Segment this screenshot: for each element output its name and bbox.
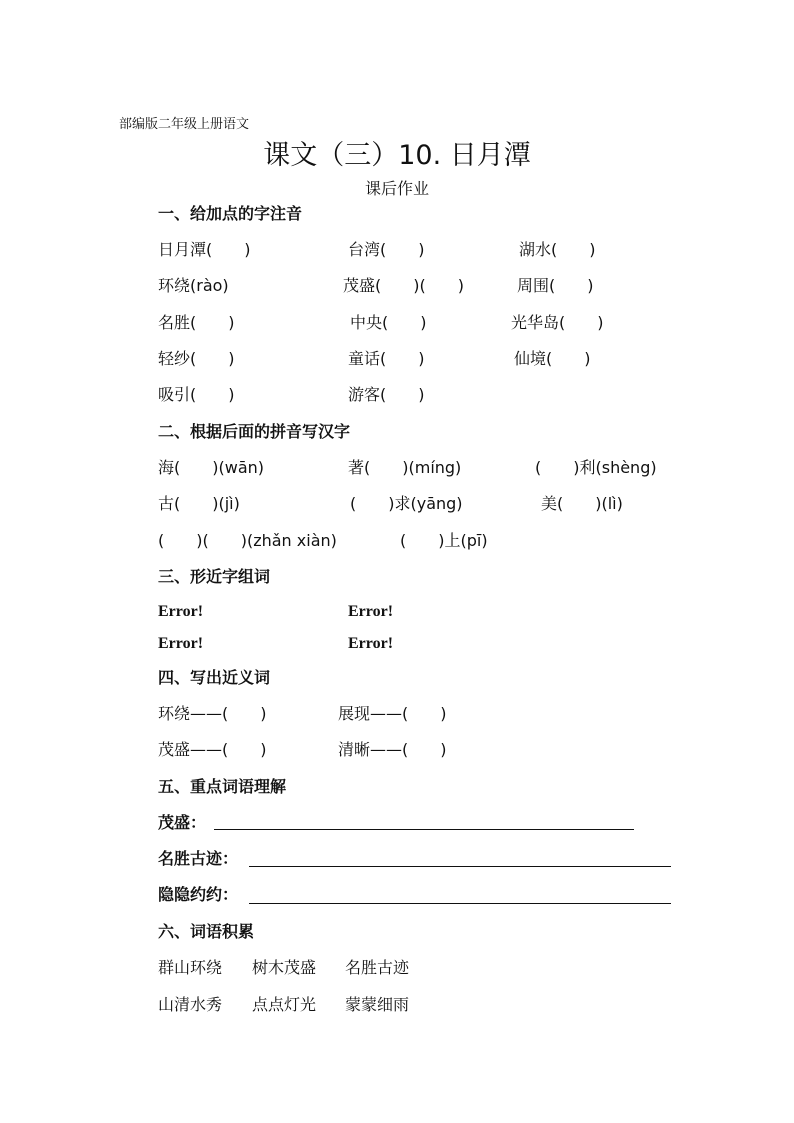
s1-item-zhongyang: 中央( ) xyxy=(350,313,427,332)
s2-item-2: 著( )(míng) xyxy=(348,458,462,477)
s2-item-8: ( )上(pī) xyxy=(400,531,488,550)
s1-item-xiyin: 吸引( ) xyxy=(158,385,235,404)
s5-term-mingshengguji: 名胜古迹： xyxy=(158,849,239,868)
s1-item-qingsha: 轻纱( ) xyxy=(158,349,235,368)
s2-item-5: ( )求(yāng) xyxy=(350,494,463,513)
document-header: 部编版二年级上册语文 xyxy=(119,117,250,132)
s6-phrase-5: 点点灯光 xyxy=(252,995,317,1014)
s1-item-tonghua: 童话( ) xyxy=(348,349,425,368)
s4-item-maosheng: 茂盛——( ) xyxy=(158,740,267,759)
s3-error-2: Error! xyxy=(348,603,394,620)
s1-item-guanghuadao: 光华岛( ) xyxy=(511,313,604,332)
s6-phrase-3: 名胜古迹 xyxy=(345,958,410,977)
s6-phrase-6: 蒙蒙细雨 xyxy=(345,995,410,1014)
section-4-heading: 四、写出近义词 xyxy=(158,668,271,687)
s1-item-huanrao: 环绕(rào) xyxy=(158,276,229,295)
s1-item-youke: 游客( ) xyxy=(348,385,425,404)
s2-item-1: 海( )(wān) xyxy=(158,458,265,477)
s5-term-maosheng: 茂盛： xyxy=(158,813,207,832)
s1-item-hushui: 湖水( ) xyxy=(519,240,596,259)
s2-item-3: ( )利(shèng) xyxy=(535,458,657,477)
s5-answer-line-2 xyxy=(249,866,671,867)
s4-item-qingxi: 清晰——( ) xyxy=(338,740,447,759)
s3-error-4: Error! xyxy=(348,635,394,652)
s1-item-mingsheng: 名胜( ) xyxy=(158,313,235,332)
s2-item-6: 美( )(lì) xyxy=(541,494,623,513)
page-title: 课文（三）10. 日月潭 xyxy=(263,140,531,171)
page-subtitle: 课后作业 xyxy=(364,179,429,198)
s1-item-maosheng: 茂盛( )( ) xyxy=(343,276,464,295)
s6-phrase-4: 山清水秀 xyxy=(158,995,223,1014)
section-5-heading: 五、重点词语理解 xyxy=(158,777,287,796)
section-1-heading: 一、给加点的字注音 xyxy=(158,204,303,223)
s6-phrase-1: 群山环绕 xyxy=(158,958,223,977)
s3-error-3: Error! xyxy=(158,635,204,652)
s4-item-huanrao: 环绕——( ) xyxy=(158,704,267,723)
section-3-heading: 三、形近字组词 xyxy=(158,567,271,586)
section-2-heading: 二、根据后面的拼音写汉字 xyxy=(158,422,351,441)
s5-answer-line-3 xyxy=(249,903,671,904)
s1-item-xianjing: 仙境( ) xyxy=(514,349,591,368)
section-6-heading: 六、词语积累 xyxy=(158,922,255,941)
s5-answer-line-1 xyxy=(214,829,634,830)
s3-error-1: Error! xyxy=(158,603,204,620)
s2-item-4: 古( )(jì) xyxy=(158,494,240,513)
s4-item-zhanxian: 展现——( ) xyxy=(338,704,447,723)
s6-phrase-2: 树木茂盛 xyxy=(252,958,317,977)
s2-item-7: ( )( )(zhǎn xiàn) xyxy=(158,531,337,550)
s1-item-zhouwei: 周围( ) xyxy=(517,276,594,295)
s5-term-yinyinyueyue: 隐隐约约： xyxy=(158,885,239,904)
s1-item-taiwan: 台湾( ) xyxy=(348,240,425,259)
s1-item-riyuetan: 日月潭( ) xyxy=(158,240,251,259)
